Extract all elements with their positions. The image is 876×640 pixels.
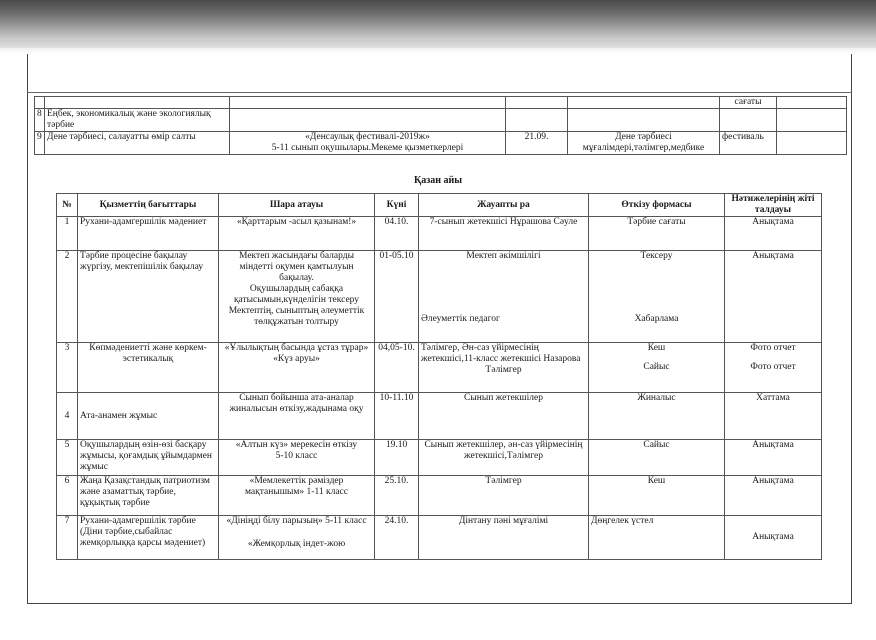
table-header-row xyxy=(57,194,822,217)
date-cell: 25.10. xyxy=(375,476,419,516)
direction-cell: Жаңа Қазақстандық патриотизм және азаматтық тәрбие, құқықтық тәрбие xyxy=(78,476,219,516)
form-primary: Кеш xyxy=(647,343,666,353)
form-cell: Дөңгелек үстел xyxy=(589,516,725,560)
form-secondary: Сайыс xyxy=(643,362,670,372)
header-form: Өткізу формасы xyxy=(589,194,725,217)
table-row xyxy=(57,217,822,251)
header-number: № xyxy=(57,194,78,217)
table-cell: сағаты xyxy=(720,97,777,109)
responsible-cell: Сынып жетекшілер, ән-саз үйірмесінің жетекшісі,Тәлімгер xyxy=(419,440,589,476)
event-cell: «Мемлекеттік рәміздер мақтанышым» 1-11 класс xyxy=(219,476,375,516)
responsible-cell: Дінтану пәні мұғалімі xyxy=(419,516,589,560)
row-number: 2 xyxy=(57,251,78,343)
row-number: 4 xyxy=(57,393,78,440)
table-row xyxy=(57,440,822,476)
responsible-secondary: Тәлімгер xyxy=(485,365,522,375)
row-number: 1 xyxy=(57,217,78,251)
form-cell: фестиваль xyxy=(720,132,777,155)
event-cell: «Қарттарым -асыл қазынам!» xyxy=(219,217,375,251)
responsible-primary: Тәлімгер, Ән-саз үйірмесінің жетекшісі,11-класс жетекшісі Назарова xyxy=(421,343,581,364)
row-number: 7 xyxy=(57,516,78,560)
table-row xyxy=(57,393,822,440)
page-frame-top xyxy=(27,92,852,93)
result-primary: Фото отчет xyxy=(750,343,796,353)
responsible-cell xyxy=(419,251,589,343)
row-number: 5 xyxy=(57,440,78,476)
event-cell: Сынып бойынша ата-аналар жиналысын өткізу,жадынама оқу xyxy=(219,393,375,440)
form-cell: Тәрбие сағаты xyxy=(589,217,725,251)
september-table-continuation xyxy=(34,96,847,155)
direction-cell: Дене тәрбиесі, салауатты өмір салты xyxy=(45,132,230,155)
table-row xyxy=(57,516,822,560)
result-cell: Анықтама xyxy=(725,440,822,476)
responsible-cell xyxy=(568,109,720,132)
event-cell: «Ұлылықтың басында ұстаз тұрар» «Күз аруы» xyxy=(219,343,375,393)
direction-cell: Еңбек, экономикалық және экологиялық тәрбие xyxy=(45,109,230,132)
header-direction: Қызметтің бағыттары xyxy=(78,194,219,217)
event-secondary: «Жемқорлық індет-жою xyxy=(247,539,346,549)
form-cell: Жиналыс xyxy=(589,393,725,440)
form-cell: Сайыс xyxy=(589,440,725,476)
form-primary: Тексеру xyxy=(640,251,673,261)
result-cell: Анықтама xyxy=(725,516,822,560)
result-cell xyxy=(725,343,822,393)
table-row xyxy=(57,343,822,393)
result-cell: Анықтама xyxy=(725,476,822,516)
result-cell: Анықтама xyxy=(725,251,822,343)
direction-cell: Рухани-адамгершілік мәдениет xyxy=(78,217,219,251)
responsible-cell: Сынып жетекшілер xyxy=(419,393,589,440)
event-cell xyxy=(219,516,375,560)
form-cell: Кеш xyxy=(589,476,725,516)
direction-cell: Рухани-адамгершілік тәрбие (Діни тәрбие,сыбайлас жемқорлыққа қарсы мәдениет) xyxy=(78,516,219,560)
result-cell: Анықтама xyxy=(725,217,822,251)
table-row xyxy=(57,251,822,343)
responsible-cell: 7-сынып жетекшісі Нұрашова Сәуле xyxy=(419,217,589,251)
result-secondary: Фото отчет xyxy=(750,362,796,372)
table-row xyxy=(35,109,847,132)
responsible-secondary: Әлеуметтік педагог xyxy=(421,314,500,324)
form-cell xyxy=(720,109,777,132)
month-title: Қазан айы xyxy=(413,175,463,186)
responsible-primary: Мектеп әкімшілігі xyxy=(466,251,541,261)
responsible-cell: Дене тәрбиесі мұғалімдері,тәлімгер,медбике xyxy=(568,132,720,155)
table-row xyxy=(57,476,822,516)
date-cell: 01-05.10 xyxy=(375,251,419,343)
result-cell: Хаттама xyxy=(725,393,822,440)
row-number: 6 xyxy=(57,476,78,516)
event-cell: Мектеп жасындағы баларды міндетті оқумен қамтылуын бақылау. Оқушылардың сабаққа қатысымын,күнделігін тексеру Мектептің, сыныптың әлеуметтік төлқұжатын толтыру xyxy=(219,251,375,343)
date-cell: 04,05-10. xyxy=(375,343,419,393)
event-cell: «Алтын күз» мерекесін өткізу 5-10 класс xyxy=(219,440,375,476)
page-frame-left xyxy=(27,54,28,604)
page-frame-bottom xyxy=(27,603,852,604)
row-number: 3 xyxy=(57,343,78,393)
event-primary: «Дініңді білу парызың» 5-11 класс xyxy=(226,516,367,526)
form-cell xyxy=(589,251,725,343)
responsible-cell xyxy=(419,343,589,393)
form-cell xyxy=(589,343,725,393)
page-frame-right xyxy=(851,54,852,604)
date-cell: 24.10. xyxy=(375,516,419,560)
direction-cell: Тәрбие процесіне бақылау жүргізу, мектепішілік бақылау xyxy=(78,251,219,343)
date-cell: 04.10. xyxy=(375,217,419,251)
direction-cell: Оқушылардың өзін-өзі басқару жұмысы, қоғамдық ұйымдармен жұмыс xyxy=(78,440,219,476)
row-number: 9 xyxy=(35,132,45,155)
event-cell: «Денсаулық фестивалі-2019ж» 5-11 сынып оқушылары.Мекеме қызметкерлері xyxy=(230,132,506,155)
header-event: Шара атауы xyxy=(219,194,375,217)
date-cell: 21.09. xyxy=(506,132,568,155)
table-row xyxy=(35,132,847,155)
date-cell: 19.10 xyxy=(375,440,419,476)
header-result: Нәтижелерінің жіті талдауы xyxy=(725,194,822,217)
direction-cell: Көпмәдениетті және көркем-эстетикалық xyxy=(78,343,219,393)
event-cell xyxy=(230,109,506,132)
form-secondary: Хабарлама xyxy=(634,314,679,324)
header-responsible: Жауапты ра xyxy=(419,194,589,217)
date-cell xyxy=(506,109,568,132)
october-plan-table xyxy=(56,193,822,560)
direction-cell: Ата-анамен жұмыс xyxy=(78,393,219,440)
responsible-cell: Тәлімгер xyxy=(419,476,589,516)
binder-fade xyxy=(0,40,876,54)
date-cell: 10-11.10 xyxy=(375,393,419,440)
table-row xyxy=(35,97,847,109)
header-date: Күні xyxy=(375,194,419,217)
row-number: 8 xyxy=(35,109,45,132)
